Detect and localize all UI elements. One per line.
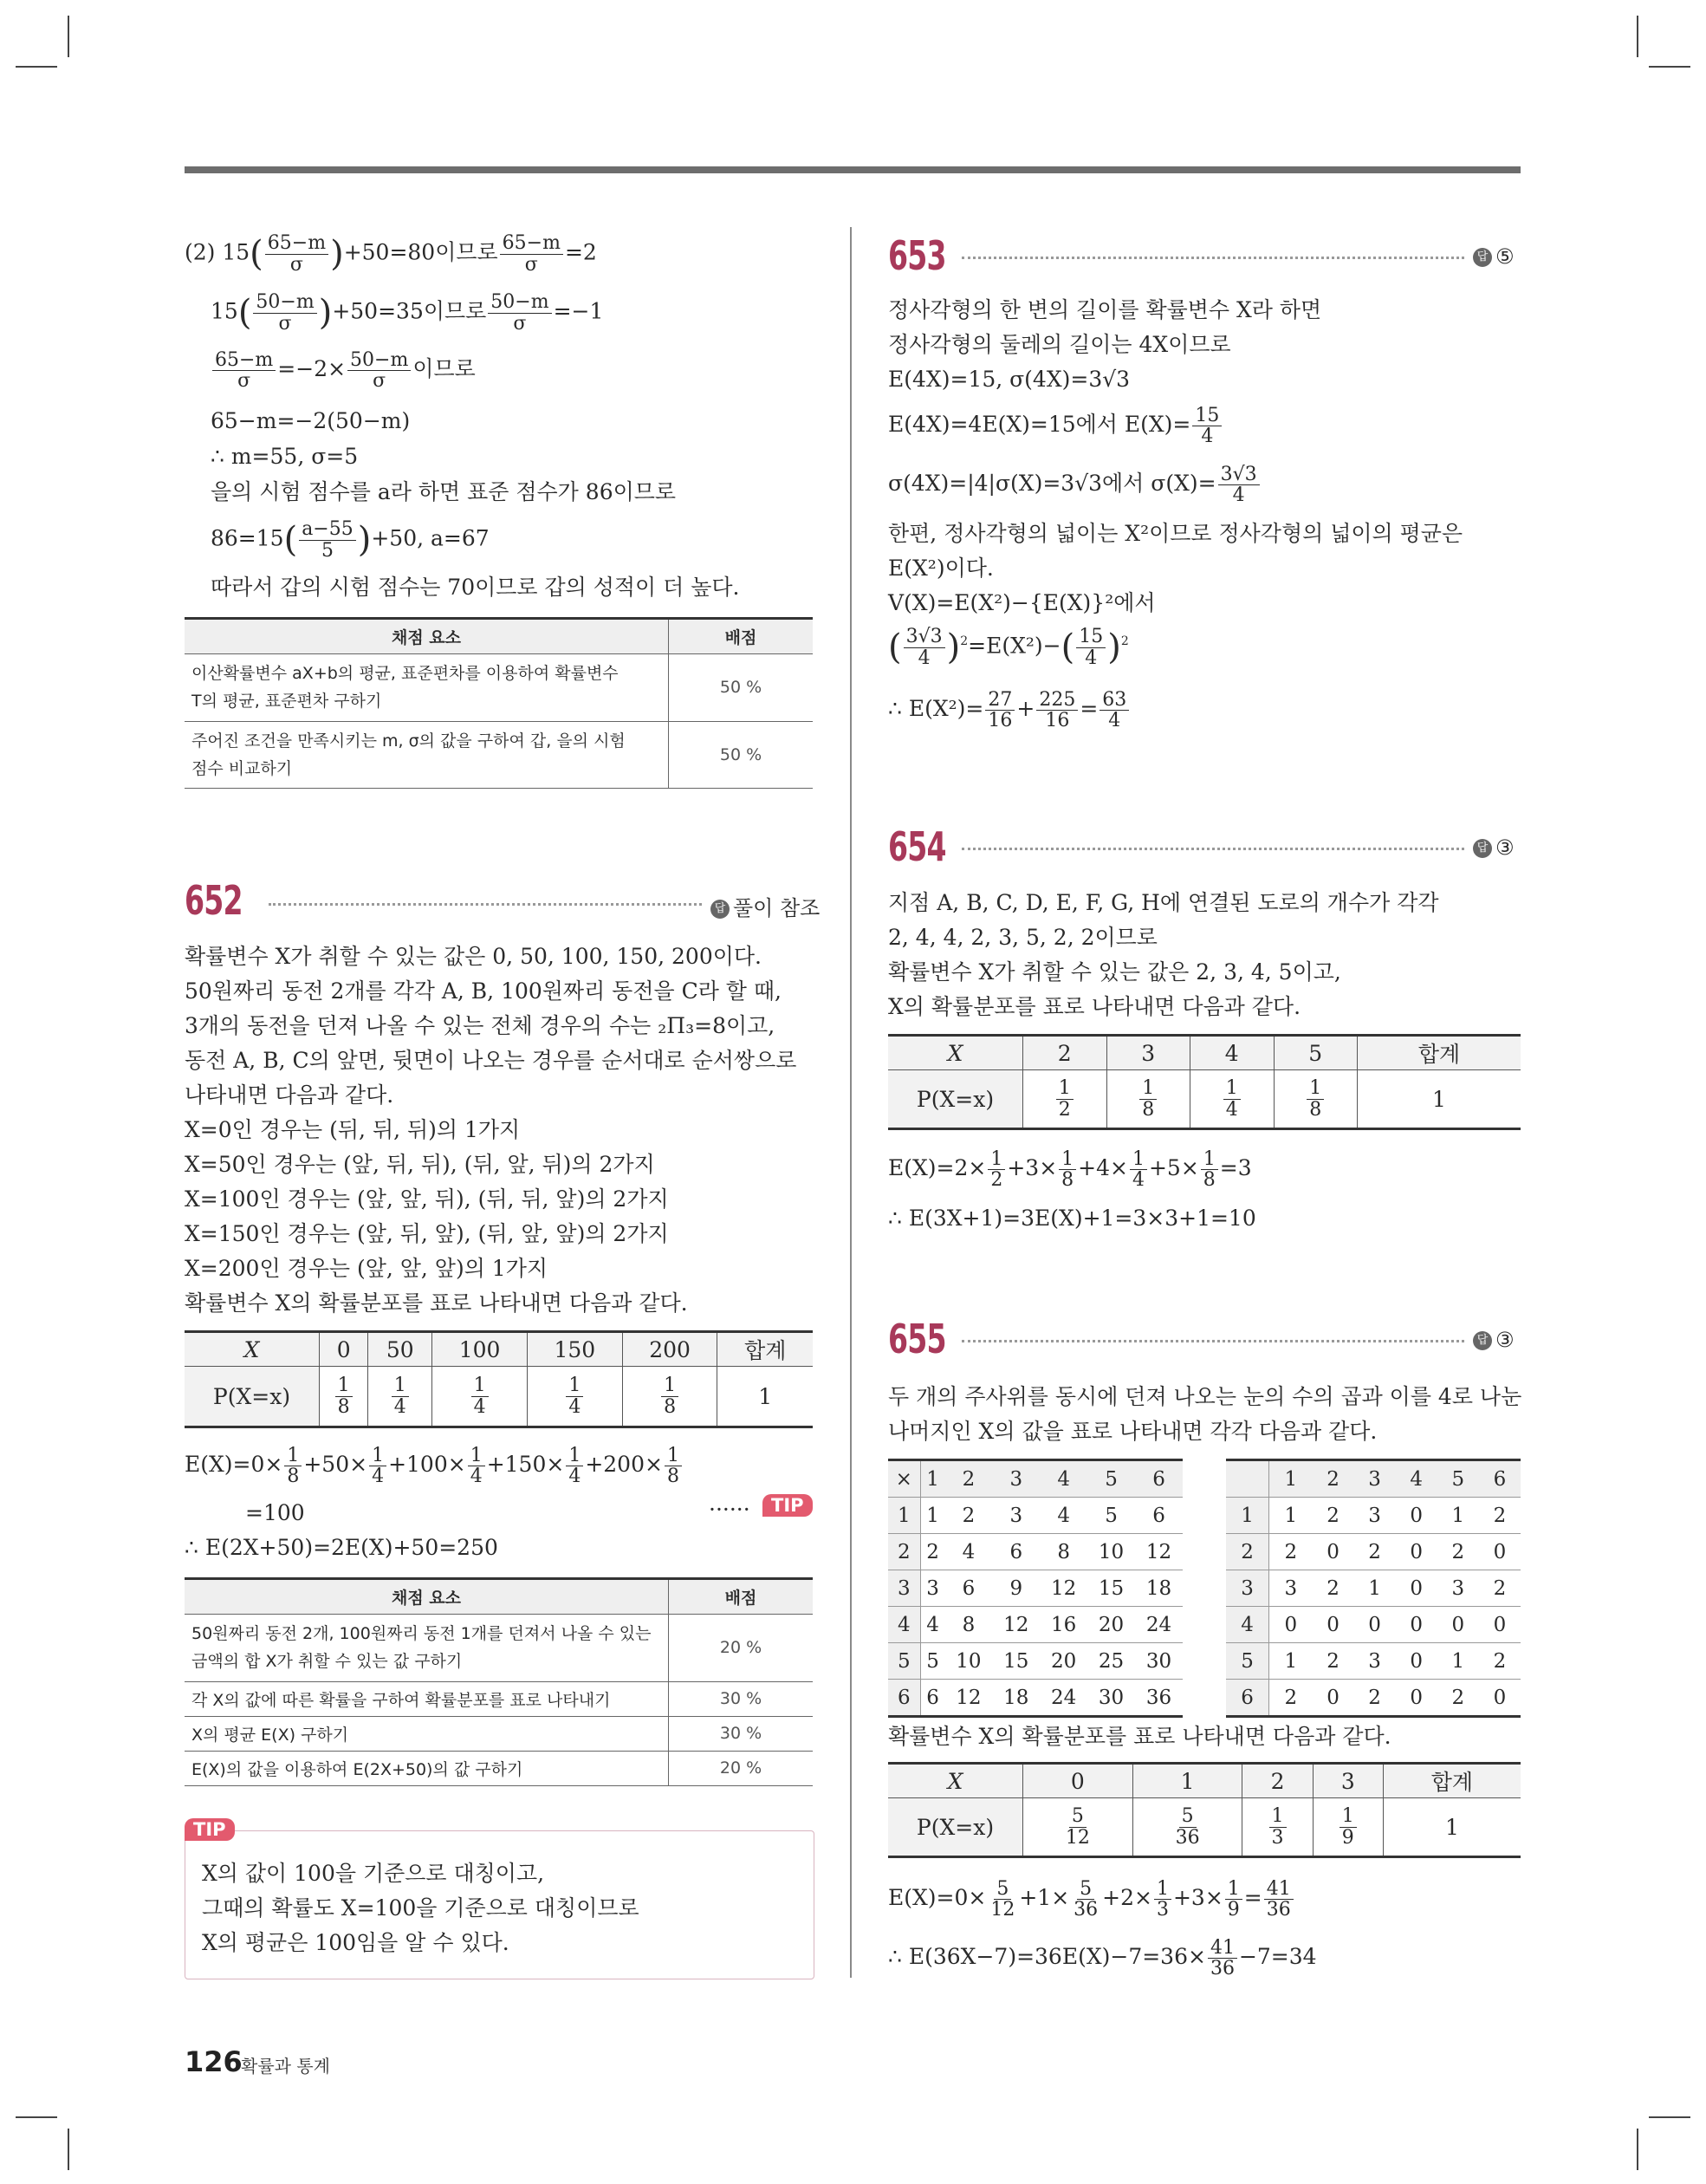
crop-mark: [1649, 2116, 1690, 2118]
eq-line-4: 65−m=−2(50−m): [211, 408, 411, 433]
tip-tag: TIP: [762, 1494, 813, 1517]
table-cell: 15: [992, 1643, 1040, 1680]
text-line: X=150인 경우는 (앞, 뒤, 앞), (뒤, 앞, 앞)의 2가지: [185, 1221, 669, 1246]
text-line: 확률변수 X가 취할 수 있는 값은 0, 50, 100, 150, 200이다.: [185, 944, 762, 969]
text-line: 2, 4, 4, 2, 3, 5, 2, 2이므로: [888, 925, 1158, 950]
answer-icon: 답: [1473, 248, 1492, 267]
column-divider: [850, 227, 852, 1978]
table-cell: 2: [888, 1534, 920, 1570]
leader-dots: [962, 1340, 1464, 1342]
crop-mark: [68, 2129, 69, 2170]
text-line: X=50인 경우는 (앞, 뒤, 뒤), (뒤, 앞, 뒤)의 2가지: [185, 1152, 655, 1177]
problem-number: 655: [888, 1316, 946, 1362]
answer-label: 답 ⑤: [1473, 244, 1515, 269]
table-row: 주어진 조건을 만족시키는 m, σ의 값을 구하여 갑, 을의 시험 점수 비교하기 50 %: [185, 721, 813, 789]
text-line: 한편, 정사각형의 넓이는 X²이므로 정사각형의 넓이의 평균은: [888, 521, 1463, 546]
table-row: [1226, 1534, 1521, 1570]
problem-number: 653: [888, 232, 946, 279]
table-cell: 2: [1312, 1570, 1353, 1607]
table-cell: 1: [1437, 1498, 1479, 1534]
conclusion-line: 따라서 갑의 시험 점수는 70이므로 갑의 성적이 더 높다.: [211, 575, 740, 600]
table-cell: 30: [1135, 1643, 1183, 1680]
table-cell: 6: [1135, 1498, 1183, 1534]
answer-label: 답 ③: [1473, 1328, 1515, 1352]
table-row: [888, 1680, 1183, 1717]
table-cell: 0: [1354, 1607, 1396, 1643]
distribution-table-652: X 0 50 100 150 200 합계 P(X=x) $\frac{1}{8}$ $\frac{1}{4}$ $\frac{1}{4}$ $\frac{1}{4}$ $\frac{1}{8}$ 1: [185, 1330, 813, 1428]
table-cell: 0: [1479, 1680, 1521, 1717]
table-row: E(X)의 값을 이용하여 E(2X+50)의 값 구하기 20 %: [185, 1751, 813, 1785]
table-cell: 2: [1312, 1498, 1353, 1534]
table-cell: 10: [944, 1643, 992, 1680]
crop-mark: [16, 2116, 57, 2118]
distribution-table-655: X 0 1 2 3 합계 P(X=x) $\frac{5}{12}$ $\frac{5}{36}$ $\frac{1}{3}$ $\frac{1}{9}$ 1: [888, 1762, 1521, 1858]
table-cell: 6: [992, 1534, 1040, 1570]
text-line: 50원짜리 동전 2개를 각각 A, B, 100원짜리 동전을 C라 할 때,: [185, 978, 782, 1004]
table-cell: 0: [1479, 1607, 1521, 1643]
table-cell: 0: [1312, 1607, 1353, 1643]
table-cell: 3: [992, 1498, 1040, 1534]
text-line: 확률변수 X의 확률분포를 표로 나타내면 다음과 같다.: [888, 1724, 1391, 1749]
table-cell: 20: [1040, 1643, 1087, 1680]
table-cell: 4: [1040, 1498, 1087, 1534]
table-row: X의 평균 E(X) 구하기 30 %: [185, 1716, 813, 1751]
table-cell: 24: [1040, 1680, 1087, 1717]
table-cell: 1: [1269, 1643, 1313, 1680]
page-number: 126: [185, 2045, 243, 2078]
table-cell: 36: [1135, 1680, 1183, 1717]
table-cell: 2: [1269, 1534, 1313, 1570]
table-cell: 1: [920, 1498, 944, 1534]
table-cell: 1: [1226, 1498, 1269, 1534]
answer-icon: 답: [1473, 839, 1492, 858]
table-cell: 10: [1087, 1534, 1135, 1570]
scoring-table-652: [185, 1577, 813, 1786]
expectation-linear: ∴ E(36X−7)=36E(X)−7=36× $\frac{41}{36}$ −7=34: [888, 1937, 1317, 1980]
table-cell: 2: [1479, 1643, 1521, 1680]
table-cell: 0: [1396, 1607, 1437, 1643]
crop-mark: [1637, 2129, 1638, 2170]
table-row: [888, 1460, 1183, 1498]
table-row: 50원짜리 동전 2개, 100원짜리 동전 1개를 던져서 나올 수 있는 금액의 합 X가 취할 수 있는 값 구하기 20 %: [185, 1615, 813, 1682]
table-cell: 3: [1269, 1570, 1313, 1607]
table-row: [888, 1607, 1183, 1643]
problem-number: 654: [888, 823, 946, 870]
leader-dots-text: ······: [709, 1497, 750, 1522]
table-cell: 0: [1396, 1680, 1437, 1717]
table-cell: 12: [992, 1607, 1040, 1643]
answer-label: 답 ③: [1473, 835, 1515, 860]
expectation-eq: E(X)=0× $\frac{1}{8}$ +50× $\frac{1}{4}$ +100× $\frac{1}{4}$ +150× $\frac{1}{4}$ +200× $\frac{1}{8}$: [185, 1446, 684, 1486]
table-cell: 12: [1040, 1570, 1087, 1607]
table-cell: 20: [1087, 1607, 1135, 1643]
table-cell: [1226, 1460, 1269, 1498]
table-row: [1226, 1570, 1521, 1607]
table-cell: 3: [1226, 1570, 1269, 1607]
table-cell: 4: [888, 1607, 920, 1643]
tip-line: 그때의 확률도 X=100을 기준으로 대칭이므로: [202, 1895, 639, 1921]
text-line: X=100인 경우는 (앞, 앞, 뒤), (뒤, 뒤, 앞)의 2가지: [185, 1186, 669, 1212]
table-cell: 3: [1354, 1460, 1396, 1498]
table-cell: 3: [920, 1570, 944, 1607]
table-cell: 5: [920, 1643, 944, 1680]
table-cell: 5: [1087, 1460, 1135, 1498]
text-line: 확률변수 X의 확률분포를 표로 나타내면 다음과 같다.: [185, 1290, 688, 1316]
table-cell: 2: [920, 1534, 944, 1570]
table-cell: 6: [920, 1680, 944, 1717]
expectation-linear: ∴ E(3X+1)=3E(X)+1=3×3+1=10: [888, 1206, 1256, 1231]
section-title: 확률과 통계: [241, 2056, 330, 2077]
table-cell: 2: [1312, 1460, 1353, 1498]
text-line: X의 확률분포를 표로 나타내면 다음과 같다.: [888, 994, 1301, 1019]
table-cell: 5: [1226, 1643, 1269, 1680]
distribution-table-654: X 2 3 4 5 합계 P(X=x) $\frac{1}{2}$ $\frac{1}{8}$ $\frac{1}{4}$ $\frac{1}{8}$ 1: [888, 1034, 1521, 1130]
eq-line: ( $\frac{3√3}{4}$ )$^2$=E(X²)−( $\frac{15}{4}$ )$^2$: [888, 626, 1129, 669]
crop-mark: [1649, 66, 1690, 68]
text-line: X=0인 경우는 (뒤, 뒤, 뒤)의 1가지: [185, 1117, 521, 1142]
table-cell: 15: [1087, 1570, 1135, 1607]
table-cell: 2: [1479, 1570, 1521, 1607]
table-cell: 2: [1312, 1643, 1353, 1680]
table-cell: 12: [1135, 1534, 1183, 1570]
table-cell: 12: [944, 1680, 992, 1717]
text-line: X=200인 경우는 (앞, 앞, 앞)의 1가지: [185, 1256, 548, 1281]
eq-line-3: $\frac{65-m}{\sigma}$ =−2× $\frac{50-m}{\sigma}$ 이므로: [211, 350, 476, 391]
table-row: [1226, 1607, 1521, 1643]
eq-line-5: ∴ m=55, σ=5: [211, 444, 359, 469]
table-cell: 1: [920, 1460, 944, 1498]
table-cell: ×: [888, 1460, 920, 1498]
eq-line-7: 86=15( $\frac{a-55}{5}$ )+50, a=67: [211, 518, 490, 562]
leader-dots: [962, 257, 1464, 259]
text-line: E(X²)이다.: [888, 556, 994, 581]
tip-line: X의 평균은 100임을 알 수 있다.: [202, 1930, 509, 1955]
table-cell: 0: [1269, 1607, 1313, 1643]
table-row: 이산확률변수 aX+b의 평균, 표준편차를 이용하여 확률변수 T의 평균, 표준편차 구하기 50 %: [185, 654, 813, 722]
table-cell: 25: [1087, 1643, 1135, 1680]
crop-mark: [1637, 16, 1638, 57]
table-row: 각 X의 값에 따른 확률을 구하여 확률분포를 표로 나타내기 30 %: [185, 1681, 813, 1716]
eq-line: E(4X)=4E(X)=15에서 E(X)= $\frac{15}{4}$: [888, 406, 1223, 446]
table-cell: 6: [1479, 1460, 1521, 1498]
text-line: 3개의 동전을 던져 나올 수 있는 전체 경우의 수는 ₂Π₃=8이고,: [185, 1013, 775, 1038]
table-cell: 24: [1135, 1607, 1183, 1643]
table-cell: 1: [1269, 1460, 1313, 1498]
tip-line: X의 값이 100을 기준으로 대칭이고,: [202, 1861, 545, 1886]
score-header: 배점: [669, 1579, 814, 1615]
text-line: 정사각형의 한 변의 길이를 확률변수 X라 하면: [888, 297, 1322, 322]
scoring-table-651: [185, 617, 813, 789]
table-cell: 0: [1437, 1607, 1479, 1643]
table-cell: 4: [920, 1607, 944, 1643]
text-line: 확률변수 X가 취할 수 있는 값은 2, 3, 4, 5이고,: [888, 959, 1341, 985]
table-cell: 4: [1396, 1460, 1437, 1498]
expectation-eq: E(X)=2× $\frac{1}{2}$ +3× $\frac{1}{8}$ +4× $\frac{1}{4}$ +5× $\frac{1}{8}$ =3: [888, 1148, 1252, 1192]
table-cell: 3: [1354, 1643, 1396, 1680]
table-cell: 2: [1354, 1680, 1396, 1717]
table-cell: 4: [1226, 1607, 1269, 1643]
crop-mark: [16, 66, 57, 68]
header-rule: [185, 166, 1521, 173]
eq-line: E(4X)=15, σ(4X)=3√3: [888, 367, 1131, 392]
eq-line-2: 15( $\frac{50-m}{\sigma}$ )+50=35이므로 $\frac{50-m}{\sigma}$ =−1: [211, 291, 604, 335]
table-cell: 2: [944, 1498, 992, 1534]
table-cell: 2: [1437, 1534, 1479, 1570]
remainder-table: [1226, 1459, 1521, 1718]
eq-line-1: (2) 15( $\frac{65-m}{\sigma}$ )+50=80이므로 $\frac{65-m}{\sigma}$ =2: [185, 232, 597, 276]
table-cell: 5: [1437, 1460, 1479, 1498]
text-line: 나타내면 다음과 같다.: [185, 1082, 394, 1108]
score-header: 채점 요소: [185, 619, 669, 654]
table-row: [888, 1498, 1183, 1534]
score-header: 배점: [669, 619, 814, 654]
table-cell: 18: [992, 1680, 1040, 1717]
text-line: 지점 A, B, C, D, E, F, G, H에 연결된 도로의 개수가 각각: [888, 890, 1439, 915]
leader-dots: [962, 848, 1464, 850]
table-cell: 9: [992, 1570, 1040, 1607]
table-cell: 16: [1040, 1607, 1087, 1643]
table-cell: 1: [1354, 1570, 1396, 1607]
table-cell: 3: [992, 1460, 1040, 1498]
table-cell: 2: [1354, 1534, 1396, 1570]
table-cell: 0: [1479, 1534, 1521, 1570]
eq-line: ∴ E(X²)= $\frac{27}{16}$ + $\frac{225}{16}$ = $\frac{63}{4}$: [888, 690, 1131, 731]
eq-line: σ(4X)=|4|σ(X)=3√3에서 σ(X)= $\frac{3√3}{4}$: [888, 465, 1262, 505]
table-cell: 0: [1396, 1570, 1437, 1607]
leader-dots: [269, 903, 702, 906]
table-cell: 4: [1040, 1460, 1087, 1498]
expectation-eq: E(X)=0× $\frac{5}{12}$ +1× $\frac{5}{36}$ +2× $\frac{1}{3}$ +3× $\frac{1}{9}$ = $\frac{41}{36}$: [888, 1879, 1295, 1920]
text-line: 나머지인 X의 값을 표로 나타내면 각각 다음과 같다.: [888, 1419, 1378, 1444]
table-cell: 6: [1135, 1460, 1183, 1498]
eq-line: V(X)=E(X²)−{E(X)}²에서: [888, 590, 1156, 615]
table-cell: 30: [1087, 1680, 1135, 1717]
table-cell: 2: [1226, 1534, 1269, 1570]
table-row: [1226, 1460, 1521, 1498]
table-cell: 0: [1312, 1534, 1353, 1570]
table-cell: 1: [1437, 1643, 1479, 1680]
table-cell: 4: [944, 1534, 992, 1570]
table-cell: 1: [1269, 1498, 1313, 1534]
problem-number: 652: [185, 877, 243, 924]
answer-icon: 답: [1473, 1331, 1492, 1350]
expectation-result: =100: [245, 1500, 305, 1525]
expectation-linear: ∴ E(2X+50)=2E(X)+50=250: [185, 1535, 498, 1560]
table-cell: 3: [888, 1570, 920, 1607]
table-row: [888, 1534, 1183, 1570]
text-line: 을의 시험 점수를 a라 하면 표준 점수가 86이므로: [211, 479, 677, 504]
table-cell: 0: [1312, 1680, 1353, 1717]
table-cell: 0: [1396, 1643, 1437, 1680]
table-cell: 5: [1087, 1498, 1135, 1534]
table-row: [1226, 1498, 1521, 1534]
table-cell: 8: [1040, 1534, 1087, 1570]
table-cell: 3: [1354, 1498, 1396, 1534]
table-cell: 0: [1396, 1534, 1437, 1570]
answer-label: 답 풀이 참조: [710, 891, 820, 921]
table-cell: 2: [1437, 1680, 1479, 1717]
table-cell: 18: [1135, 1570, 1183, 1607]
answer-icon: 답: [710, 900, 730, 919]
table-cell: 2: [1269, 1680, 1313, 1717]
text-line: 동전 A, B, C의 앞면, 뒷면이 나오는 경우를 순서대로 순서쌍으로: [185, 1048, 797, 1073]
table-row: [1226, 1680, 1521, 1717]
table-cell: 6: [1226, 1680, 1269, 1717]
table-cell: 8: [944, 1607, 992, 1643]
text-line: 정사각형의 둘레의 길이는 4X이므로: [888, 332, 1231, 357]
table-cell: 2: [944, 1460, 992, 1498]
table-cell: 5: [888, 1643, 920, 1680]
crop-mark: [68, 16, 69, 57]
table-cell: 1: [888, 1498, 920, 1534]
table-row: [1226, 1643, 1521, 1680]
table-cell: 0: [1396, 1498, 1437, 1534]
tip-box-tag: TIP: [185, 1818, 235, 1841]
table-row: [888, 1643, 1183, 1680]
table-cell: 2: [1479, 1498, 1521, 1534]
table-row: [888, 1570, 1183, 1607]
score-header: 채점 요소: [185, 1579, 669, 1615]
table-cell: 6: [888, 1680, 920, 1717]
text-line: 두 개의 주사위를 동시에 던져 나오는 눈의 수의 곱과 이를 4로 나눈: [888, 1384, 1522, 1409]
product-table: [888, 1459, 1183, 1718]
table-cell: 3: [1437, 1570, 1479, 1607]
table-cell: 6: [944, 1570, 992, 1607]
